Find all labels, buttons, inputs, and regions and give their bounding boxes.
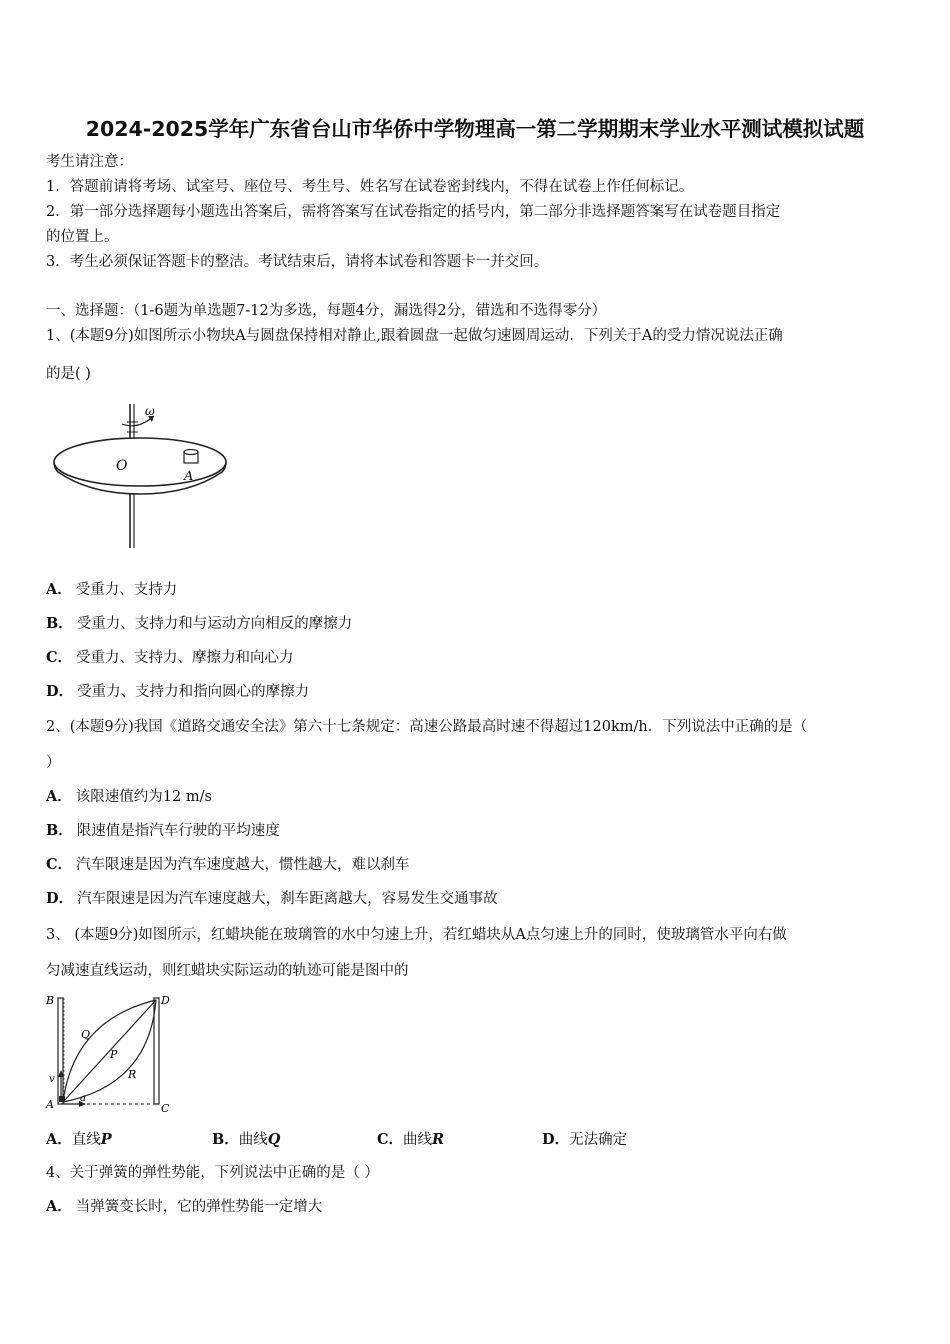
notice-heading: 考生请注意： (46, 154, 133, 170)
notice-item: 2．第一部分选择题每小题选出答案后，需将答案写在试卷指定的括号内，第二部分非选择题答案写在试卷题目指定 (46, 204, 781, 220)
disk-top (54, 438, 226, 486)
q2-option-b[interactable]: B． 限速值是指汽车行驶的平均速度 (46, 822, 280, 839)
wax-block-trajectory-figure (44, 990, 179, 1118)
rotating-disk-figure (50, 402, 230, 552)
omega-label: ω (145, 404, 155, 418)
question-3-text-cont: 匀减速直线运动，则红蜡块实际运动的轨迹可能是图中的 (46, 963, 409, 979)
curve-r-label: R (128, 1068, 137, 1081)
q3-option-a[interactable]: A．直线P (46, 1131, 112, 1148)
q2-option-d[interactable]: D． 汽车限速是因为汽车速度越大，刹车距离越大，容易发生交通事故 (46, 890, 498, 907)
velocity-label: v (49, 1074, 55, 1085)
question-3-text: 3、 (本题9分)如图所示，红蜡块能在玻璃管的水中匀速上升，若红蜡块从A点匀速上升的同时，使玻璃管水平向右做 (46, 927, 787, 943)
notice-item: 3．考生必须保证答题卡的整洁。考试结束后，请将本试卷和答题卡一并交回。 (46, 254, 549, 270)
point-b-label: B (46, 994, 55, 1007)
q3-option-d[interactable]: D．无法确定 (542, 1131, 628, 1148)
section-heading: 一、选择题：（1-6题为单选题7-12为多选，每题4分，漏选得2分，错选和不选得零分） (46, 303, 607, 319)
notice-item: 的位置上。 (46, 229, 119, 245)
q3-option-b[interactable]: B．曲线Q (212, 1131, 281, 1148)
point-c-label: C (161, 1102, 170, 1115)
question-1-text-cont: 的是( ) (46, 366, 91, 382)
question-1-text: 1、(本题9分)如图所示小物块A与圆盘保持相对静止,跟着圆盘一起做匀速圆周运动．下列关于A的受力情况说法正确 (46, 328, 783, 344)
q1-option-d[interactable]: D． 受重力、支持力和指向圆心的摩擦力 (46, 683, 310, 700)
curve-q-label: Q (81, 1028, 91, 1041)
page-title: 2024-2025学年广东省台山市华侨中学物理高一第二学期期末学业水平测试模拟试题 (85, 117, 865, 141)
q3-option-c[interactable]: C．曲线R (377, 1131, 445, 1148)
point-a-label: A (46, 1098, 54, 1111)
q4-option-a[interactable]: A． 当弹簧变长时，它的弹性势能一定增大 (46, 1198, 323, 1215)
q1-option-c[interactable]: C． 受重力、支持力、摩擦力和向心力 (46, 649, 294, 666)
block-label: A (184, 469, 194, 484)
question-2-text-cont: ） (46, 755, 61, 771)
notice-item: 1．答题前请将考场、试室号、座位号、考生号、姓名写在试卷密封线内，不得在试卷上作任何标记。 (46, 179, 694, 195)
q2-option-c[interactable]: C． 汽车限速是因为汽车速度越大，惯性越大，难以刹车 (46, 856, 410, 873)
acceleration-label: a (80, 1093, 86, 1104)
line-p-label: P (110, 1048, 118, 1061)
point-d-label: D (161, 994, 170, 1007)
q1-option-a[interactable]: A． 受重力、支持力 (46, 581, 178, 598)
question-4-text: 4、关于弹簧的弹性势能，下列说法中正确的是（ ） (46, 1165, 379, 1181)
question-2-text: 2、(本题9分)我国《道路交通安全法》第六十七条规定：高速公路最高时速不得超过120km/h．下列说法中正确的是（ (46, 719, 808, 735)
q1-option-b[interactable]: B． 受重力、支持力和与运动方向相反的摩擦力 (46, 615, 353, 632)
origin-label: O (116, 458, 128, 474)
q2-option-a[interactable]: A． 该限速值约为12 m/s (46, 788, 212, 805)
